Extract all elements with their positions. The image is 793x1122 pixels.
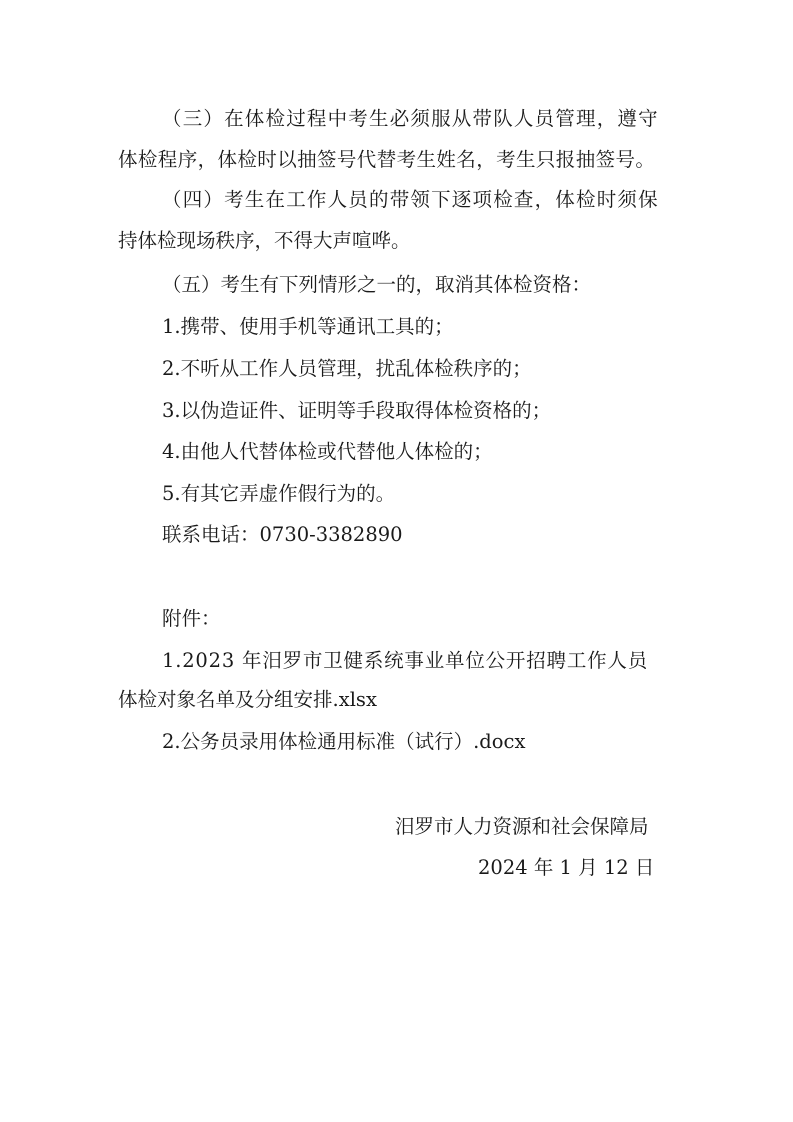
attachment-1-line-2[interactable]: 体检对象名单及分组安排.xlsx: [118, 688, 377, 711]
section-5-heading: （五）考生有下列情形之一的，取消其体检资格：: [162, 273, 592, 296]
list-item: 3.以伪造证件、证明等手段取得体检资格的；: [162, 399, 552, 422]
section-3-line-2: 体检程序，体检时以抽签号代替考生姓名，考生只报抽签号。: [118, 148, 656, 171]
attachments-label: 附件：: [162, 607, 221, 630]
list-item: 4.由他人代替体检或代替他人体检的；: [162, 440, 493, 463]
section-4-line-2: 持体检现场秩序，不得大声喧哗。: [118, 229, 411, 252]
section-4-line-1: （四）考生在工作人员的带领下逐项检查，体检时须保: [162, 188, 659, 211]
issuer-name: 汨罗市人力资源和社会保障局: [395, 815, 649, 838]
list-item: 1.携带、使用手机等通讯工具的；: [162, 315, 454, 338]
issue-date: 2024 年 1 月 12 日: [478, 856, 655, 879]
list-item: 5.有其它弄虚作假行为的。: [162, 482, 396, 505]
list-item: 2.不听从工作人员管理，扰乱体检秩序的；: [162, 357, 532, 380]
attachment-1-line-1[interactable]: 1.2023 年汨罗市卫健系统事业单位公开招聘工作人员: [162, 649, 649, 672]
attachment-2[interactable]: 2.公务员录用体检通用标准（试行）.docx: [162, 730, 526, 753]
section-3-line-1: （三）在体检过程中考生必须服从带队人员管理，遵守: [162, 107, 659, 130]
contact-phone: 联系电话：0730-3382890: [162, 523, 403, 546]
